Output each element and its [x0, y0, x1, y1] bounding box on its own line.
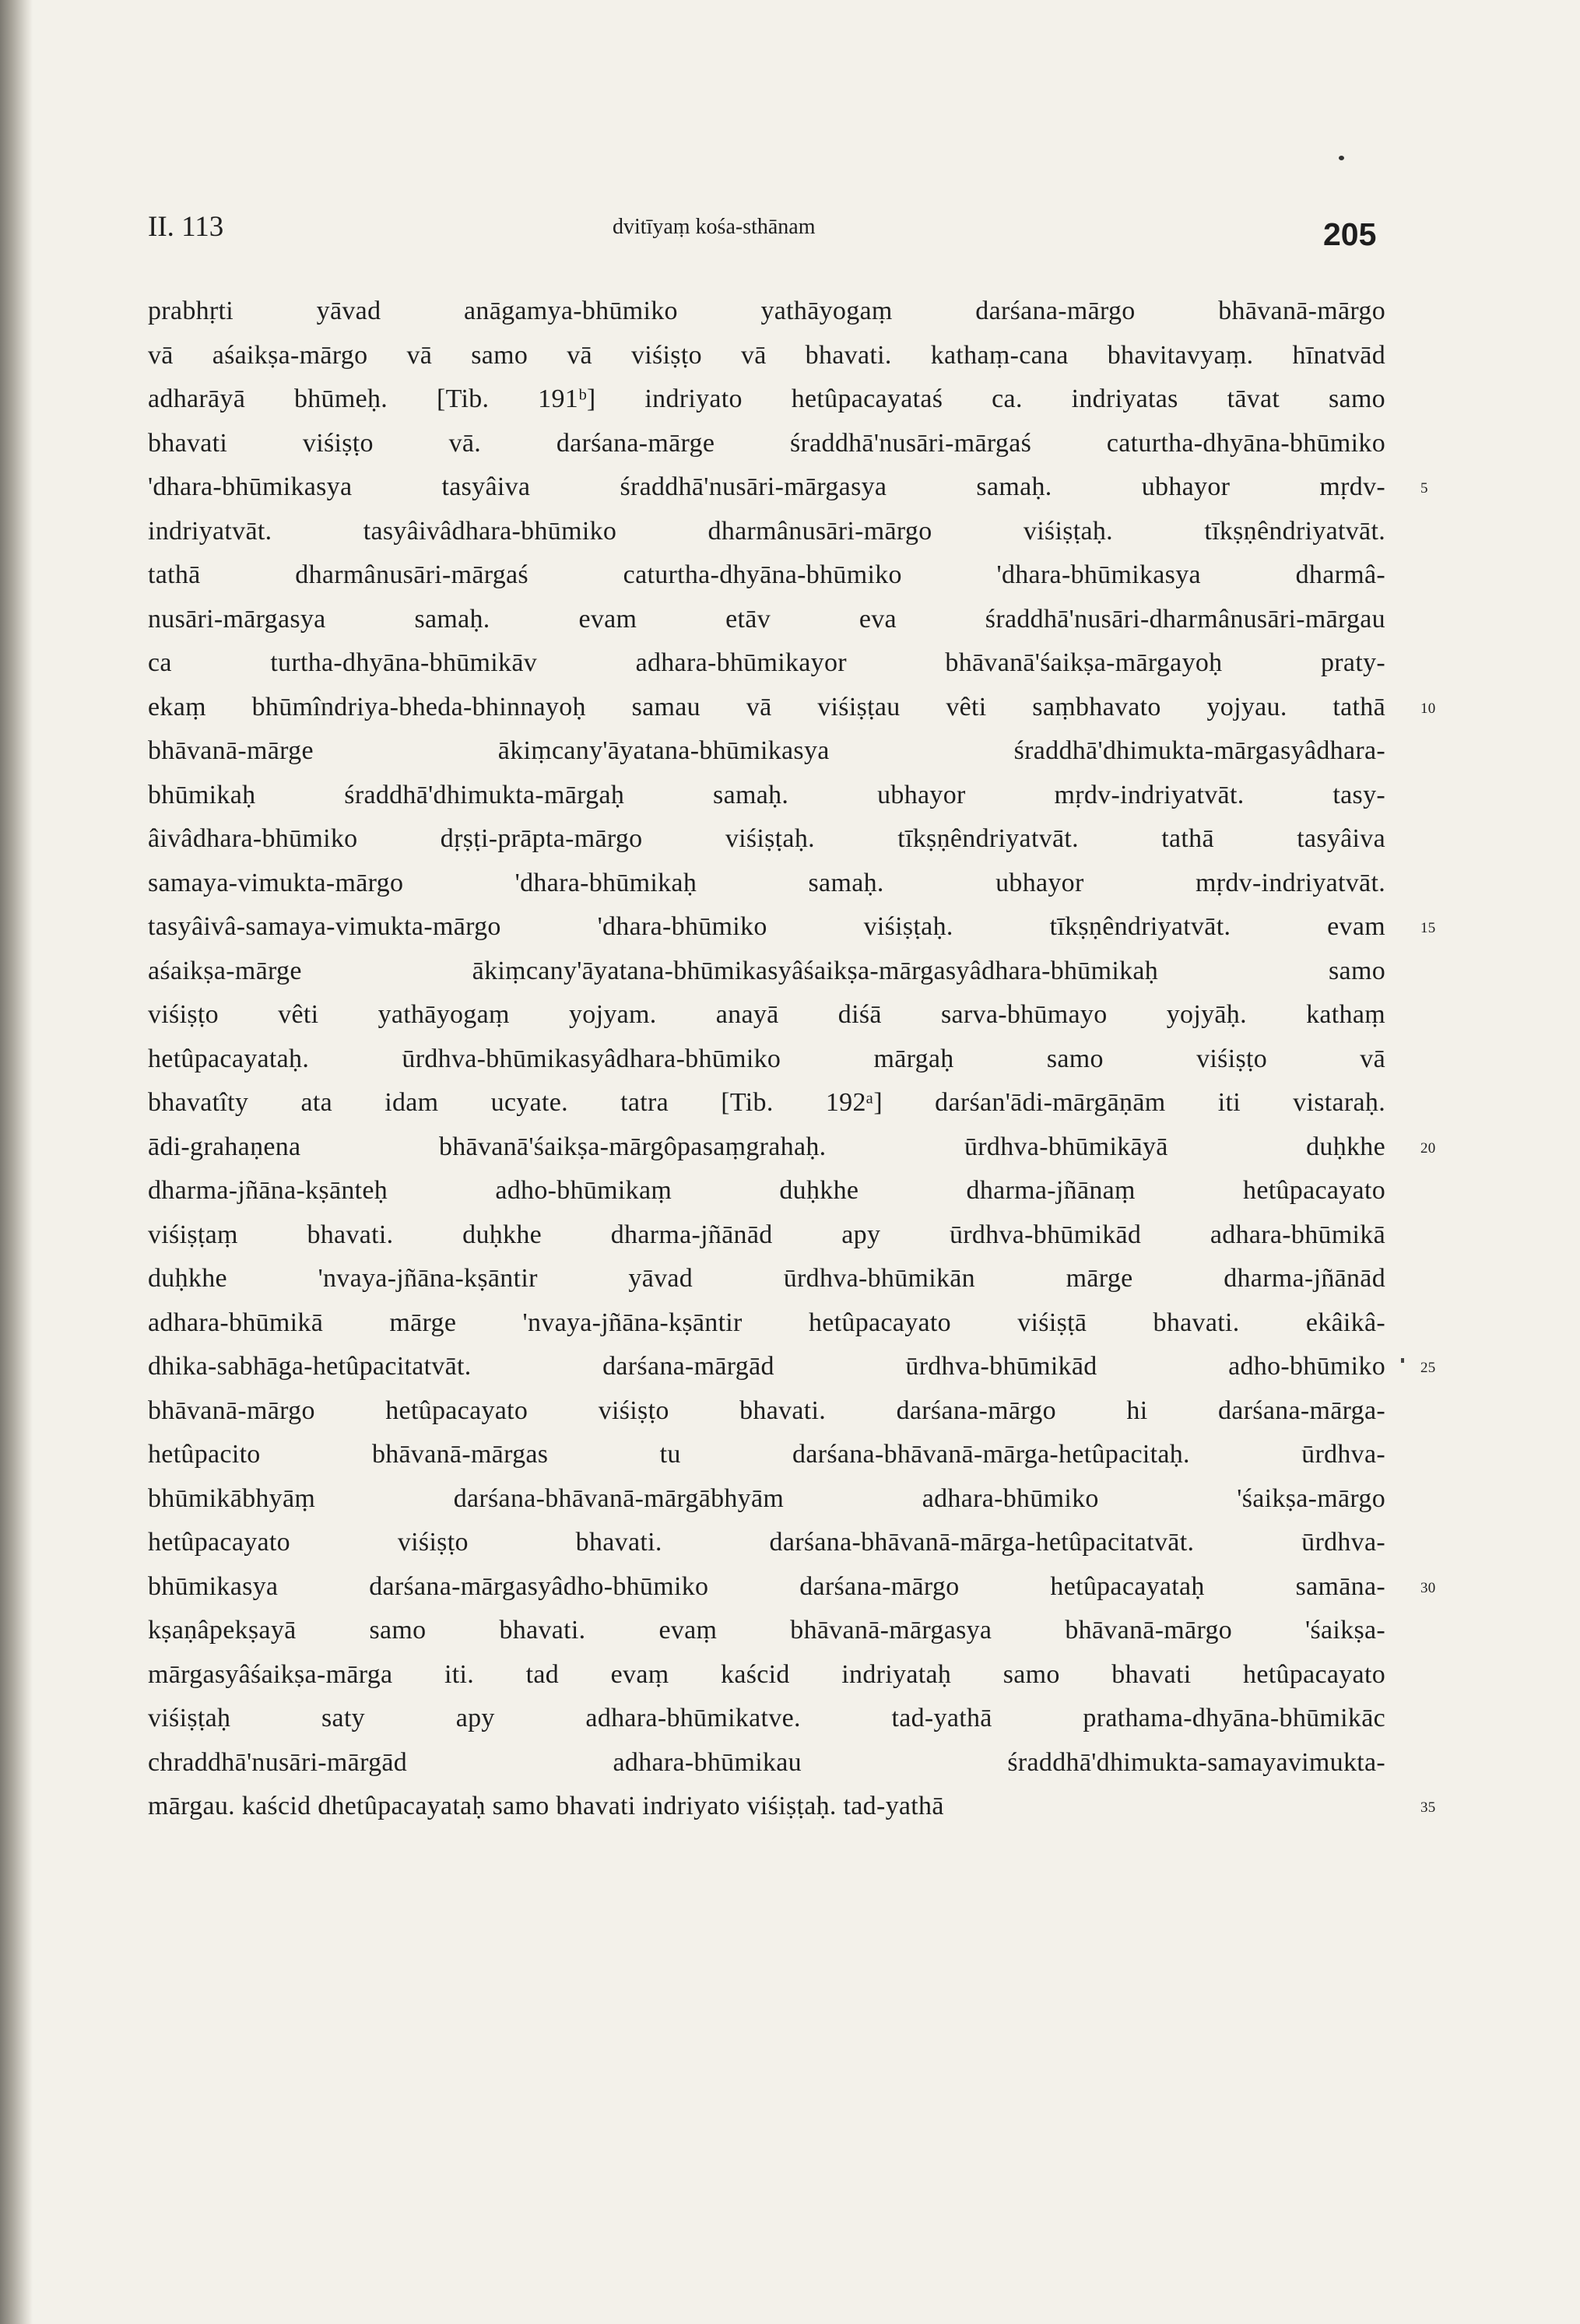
- text-line-content: aśaikṣa-mārge ākiṃcany'āyatana-bhūmikasyâśaikṣa-mārgasyâdhara-bhūmikaḥ samo: [148, 956, 1385, 985]
- text-line: [148, 774, 1385, 818]
- line-number: 10: [1420, 700, 1436, 717]
- text-line-content: bhūmikābhyāṃ darśana-bhāvanā-mārgābhyām adhara-bhūmiko 'śaikṣa-mārgo: [148, 1483, 1385, 1513]
- text-line: [148, 862, 1385, 906]
- text-line-content: bhāvanā-mārgo hetûpacayato viśiṣṭo bhavati. darśana-mārgo hi darśana-mārga-: [148, 1395, 1385, 1425]
- text-line: [148, 1477, 1385, 1522]
- text-line-content: samaya-vimukta-mārgo 'dhara-bhūmikaḥ samaḥ. ubhayor mṛdv-indriyatvāt.: [148, 868, 1385, 897]
- text-line-content: mārgasyâśaikṣa-mārga iti. tad evaṃ kaścid indriyataḥ samo bhavati hetûpacayato: [148, 1659, 1385, 1689]
- text-line: [148, 510, 1385, 554]
- text-line: [148, 641, 1385, 686]
- scan-left-edge: [0, 0, 33, 2324]
- text-line-content: nusāri-mārgasya samaḥ. evam etāv eva śraddhā'nusāri-dharmânusāri-mārgau: [148, 604, 1385, 634]
- text-line: [148, 1037, 1385, 1082]
- text-line: [148, 729, 1385, 774]
- text-line: [148, 905, 1436, 950]
- text-line-content: indriyatvāt. tasyâivâdhara-bhūmiko dharmânusāri-mārgo viśiṣṭaḥ. tīkṣṇêndriyatvāt.: [148, 516, 1385, 546]
- text-line-content: hetûpacayataḥ. ūrdhva-bhūmikasyâdhara-bhūmiko mārgaḥ samo viśiṣṭo vā: [148, 1044, 1385, 1073]
- text-line-content: dharma-jñāna-kṣānteḥ adho-bhūmikaṃ duḥkhe dharma-jñānaṃ hetûpacayato: [148, 1176, 1385, 1205]
- text-line-content: duḥkhe 'nvaya-jñāna-kṣāntir yāvad ūrdhva-bhūmikān mārge dharma-jñānād: [148, 1264, 1385, 1293]
- text-line: [148, 817, 1385, 862]
- text-line: [148, 1741, 1385, 1785]
- text-line: [148, 1521, 1385, 1565]
- running-title: dvitīyaṃ kośa-sthānam: [613, 215, 816, 239]
- page-number: 205: [1323, 216, 1377, 252]
- text-line-content: chraddhā'nusāri-mārgād adhara-bhūmikau śraddhā'dhimukta-samayavimukta-: [148, 1747, 1385, 1777]
- body-text: [148, 290, 1436, 1829]
- text-line-content: hetûpacito bhāvanā-mārgas tu darśana-bhāvanā-mārga-hetûpacitaḥ. ūrdhva-: [148, 1440, 1385, 1469]
- text-line-content: adharāyā bhūmeḥ. [Tib. 191ᵇ] indriyato hetûpacayataś ca. indriyatas tāvat samo: [148, 384, 1385, 413]
- line-number: 25: [1420, 1360, 1436, 1376]
- text-line-content: tasyâivâ-samaya-vimukta-mārgo 'dhara-bhūmiko viśiṣṭaḥ. tīkṣṇêndriyatvāt. evam: [148, 912, 1385, 941]
- text-line: [148, 422, 1385, 466]
- text-line-content: tathā dharmânusāri-mārgaś caturtha-dhyāna-bhūmiko 'dhara-bhūmikasya dharmâ-: [148, 560, 1385, 589]
- text-line-content: ca turtha-dhyāna-bhūmikāv adhara-bhūmikayor bhāvanā'śaikṣa-mārgayoḥ praty-: [148, 648, 1385, 677]
- text-line: [148, 1301, 1385, 1346]
- text-line: [148, 598, 1385, 642]
- line-number: 15: [1420, 920, 1436, 936]
- text-line: [148, 1565, 1436, 1610]
- section-reference: II. 113: [148, 211, 224, 243]
- text-line: [148, 686, 1436, 730]
- text-line-content: bhūmikasya darśana-mārgasyâdho-bhūmiko darśana-mārgo hetûpacayataḥ samāna-: [148, 1571, 1385, 1601]
- text-line: [148, 1125, 1436, 1170]
- text-line-content: 'dhara-bhūmikasya tasyâiva śraddhā'nusāri-mārgasya samaḥ. ubhayor mṛdv-: [148, 472, 1385, 501]
- text-line: [148, 950, 1385, 994]
- text-line: [148, 553, 1385, 598]
- text-line: [148, 1257, 1385, 1301]
- text-line-content: bhāvanā-mārge ākiṃcany'āyatana-bhūmikasya śraddhā'dhimukta-mārgasyâdhara-: [148, 736, 1385, 765]
- text-line-content: âivâdhara-bhūmiko dṛṣṭi-prāpta-mārgo viśiṣṭaḥ. tīkṣṇêndriyatvāt. tathā tasyâiva: [148, 824, 1385, 853]
- text-line-content: ekaṃ bhūmîndriya-bheda-bhinnayoḥ samau vā viśiṣṭau vêti saṃbhavato yojyau. tathā: [148, 692, 1385, 721]
- text-line: [148, 993, 1385, 1037]
- text-line: [148, 1081, 1385, 1125]
- text-line-content: viśiṣṭaḥ saty apy adhara-bhūmikatve. tad-yathā prathama-dhyāna-bhūmikāc: [148, 1704, 1385, 1732]
- text-line: [148, 1697, 1385, 1741]
- text-line-content: bhavati viśiṣṭo vā. darśana-mārge śraddhā'nusāri-mārgaś caturtha-dhyāna-bhūmiko: [148, 428, 1385, 458]
- text-line: [148, 334, 1385, 378]
- text-line-content: ādi-grahaṇena bhāvanā'śaikṣa-mārgôpasaṃgrahaḥ. ūrdhva-bhūmikāyā duḥkhe: [148, 1132, 1385, 1161]
- text-line: [148, 377, 1385, 422]
- text-line-content: dhika-sabhāga-hetûpacitatvāt. darśana-mārgād ūrdhva-bhūmikād adho-bhūmiko: [148, 1352, 1385, 1381]
- text-line: [148, 1389, 1385, 1434]
- text-line: [148, 1653, 1385, 1697]
- text-line: [148, 1345, 1436, 1389]
- text-line-content: vā aśaikṣa-mārgo vā samo vā viśiṣṭo vā bhavati. kathaṃ-cana bhavitavyaṃ. hīnatvād: [148, 340, 1385, 370]
- text-line-content: kṣaṇâpekṣayā samo bhavati. evaṃ bhāvanā-mārgasya bhāvanā-mārgo 'śaikṣa-: [148, 1616, 1385, 1645]
- text-line-content: prabhṛti yāvad anāgamya-bhūmiko yathāyogaṃ darśana-mārgo bhāvanā-mārgo: [148, 297, 1385, 325]
- text-line: [148, 1609, 1385, 1653]
- scan-speck: [1339, 156, 1344, 160]
- line-number: 20: [1420, 1139, 1436, 1157]
- text-line-content: mārgau. kaścid dhetûpacayataḥ samo bhavati indriyato viśiṣṭaḥ. tad-yathā: [148, 1792, 944, 1820]
- text-line-content: viśiṣṭo vêti yathāyogaṃ yojyam. anayā diśā sarva-bhūmayo yojyāḥ. kathaṃ: [148, 1000, 1385, 1029]
- scan-speck: [1401, 1358, 1404, 1363]
- text-line: [148, 290, 1385, 334]
- text-line: [148, 1169, 1385, 1213]
- text-line-content: bhavatîty ata idam ucyate. tatra [Tib. 192ᵃ] darśan'ādi-mārgāṇām iti vistaraḥ.: [148, 1088, 1385, 1117]
- text-line: [148, 1785, 1436, 1829]
- text-line-content: bhūmikaḥ śraddhā'dhimukta-mārgaḥ samaḥ. ubhayor mṛdv-indriyatvāt. tasy-: [148, 780, 1385, 809]
- text-line-content: hetûpacayato viśiṣṭo bhavati. darśana-bhāvanā-mārga-hetûpacitatvāt. ūrdhva-: [148, 1528, 1385, 1557]
- line-number: 35: [1420, 1799, 1436, 1816]
- text-line: [148, 465, 1428, 510]
- line-number: 5: [1420, 480, 1428, 497]
- text-line-content: adhara-bhūmikā mārge 'nvaya-jñāna-kṣāntir hetûpacayato viśiṣṭā bhavati. ekâikâ-: [148, 1308, 1385, 1337]
- line-number: 30: [1420, 1579, 1436, 1596]
- page-header: [148, 210, 1471, 265]
- text-line-content: viśiṣṭaṃ bhavati. duḥkhe dharma-jñānād apy ūrdhva-bhūmikād adhara-bhūmikā: [148, 1220, 1385, 1249]
- text-line: [148, 1213, 1385, 1258]
- text-line: [148, 1433, 1385, 1477]
